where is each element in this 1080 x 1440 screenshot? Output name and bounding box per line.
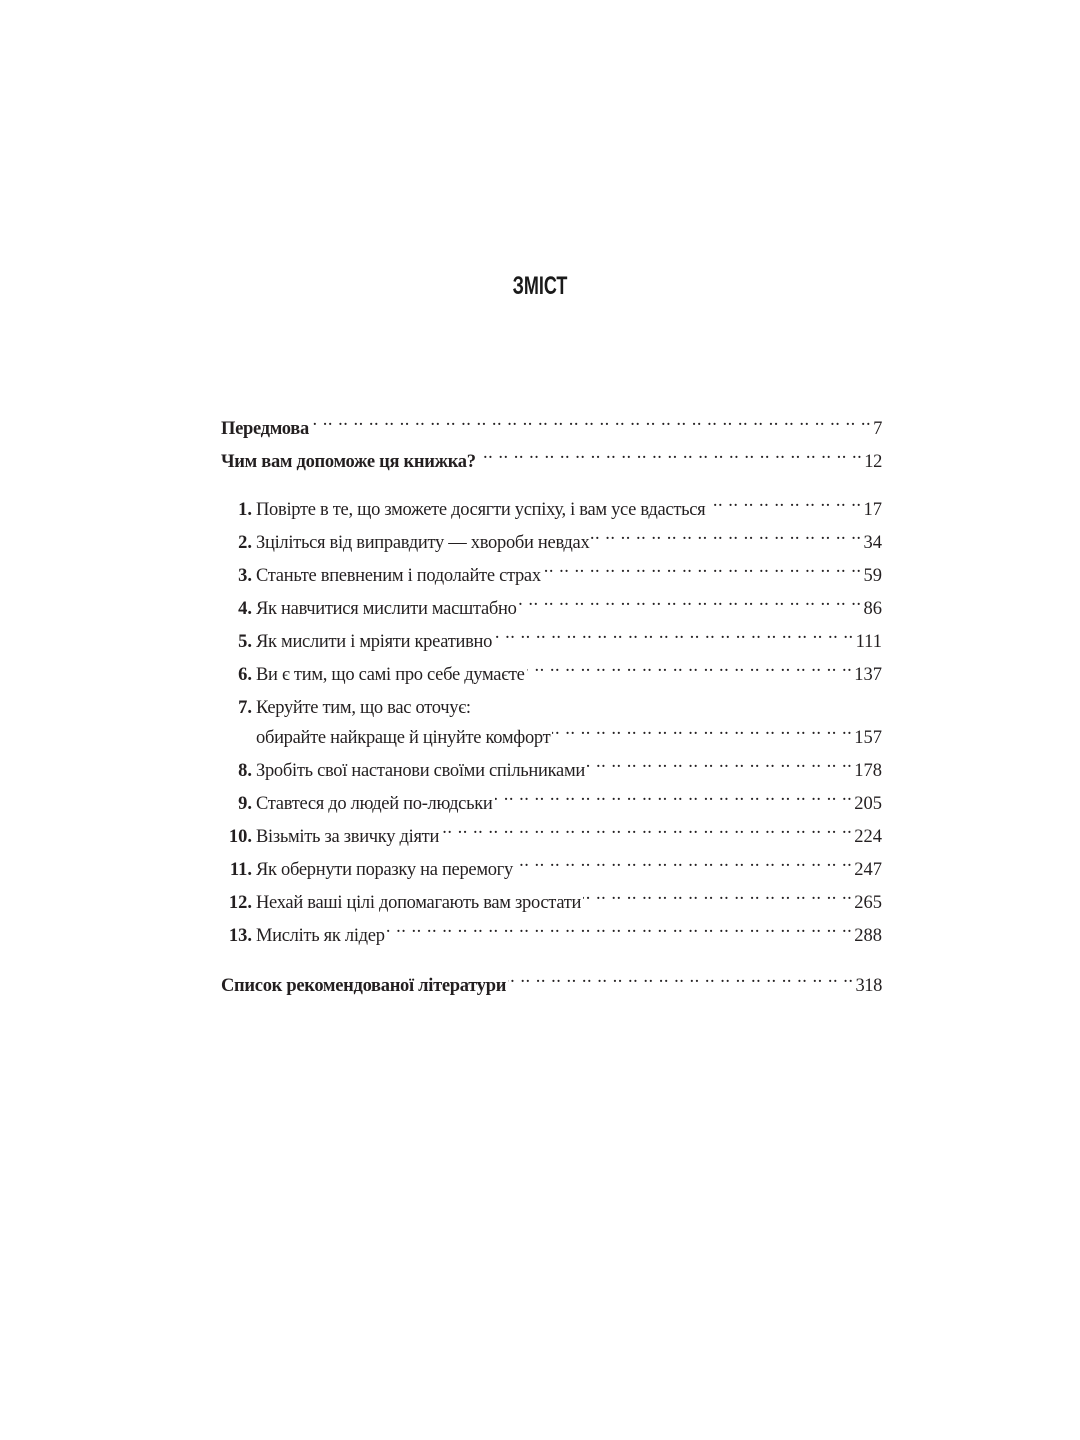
toc-entry-chapter-2[interactable] (221, 527, 882, 560)
dot-leader (707, 501, 861, 515)
toc-entry-label: Ви є тим, що самі про себе думаєте (256, 665, 525, 685)
chapter-number: 3. (238, 566, 252, 586)
toc-entry-label: Як навчитися мислити масштабно (256, 599, 517, 619)
dot-leader (494, 633, 854, 647)
toc-entry-how-book-helps[interactable] (221, 446, 882, 479)
dot-leader (441, 828, 852, 842)
toc-entry-chapter-12[interactable] (221, 887, 882, 920)
dot-leader (515, 861, 852, 875)
chapter-number: 10. (228, 827, 252, 847)
toc-entry-page: 137 (854, 665, 882, 685)
chapter-number: 2. (238, 533, 252, 553)
toc-entry-chapter-7[interactable] (221, 692, 882, 755)
dot-leader (527, 666, 853, 680)
toc-entry-page: 111 (855, 632, 882, 652)
toc-entry-label: Повірте в те, що зможете досягти успіху, і вам усе вдасться (256, 500, 706, 520)
toc-entry-label: Як мислити і мріяти креативно (256, 632, 493, 652)
toc-entry-preface[interactable] (221, 413, 882, 446)
toc-entry-page: 318 (855, 976, 882, 996)
toc-entry-label: Візьміть за звичку діяти (256, 827, 440, 847)
toc-entry-page: 59 (863, 566, 882, 586)
toc-entry-chapter-10[interactable] (221, 821, 882, 854)
toc-entry-page: 86 (863, 599, 882, 619)
toc-entry-bibliography[interactable] (221, 970, 882, 1003)
toc-entry-label: Передмова (221, 419, 309, 439)
chapter-number: 7. (238, 698, 252, 718)
toc-entry-chapter-5[interactable] (221, 626, 882, 659)
toc-entry-chapter-13[interactable] (221, 920, 882, 953)
dot-leader (587, 762, 852, 776)
toc-entry-label: Ставтеся до людей по-людськи (256, 794, 493, 814)
toc-entry-page: 12 (864, 452, 882, 472)
toc-entry-label: Мисліть як лідер (256, 926, 385, 946)
toc-entry-page: 34 (863, 533, 882, 553)
dot-leader (508, 977, 853, 991)
toc-entry-chapter-11[interactable] (221, 854, 882, 887)
toc-entry-page: 17 (863, 500, 882, 520)
toc-entry-label: Чим вам допоможе ця книжка? (221, 452, 476, 472)
toc-entry-page: 247 (854, 860, 882, 880)
chapter-number: 11. (229, 860, 252, 880)
dot-leader (543, 567, 862, 581)
dot-leader (478, 453, 863, 467)
toc-entry-label: Нехай ваші цілі допомагають вам зростати (256, 893, 582, 913)
toc-entry-chapter-1[interactable] (221, 494, 882, 527)
dot-leader (387, 927, 853, 941)
dot-leader (591, 534, 861, 548)
toc-entry-page: 288 (854, 926, 882, 946)
toc-entry-label: Станьте впевненим і подолайте страх (256, 566, 541, 586)
toc-entry-label: Як обернути поразку на перемогу (256, 860, 513, 880)
dot-leader (583, 894, 852, 908)
chapter-number: 6. (238, 665, 252, 685)
page-title: ЗМІСТ (512, 272, 568, 300)
chapter-number: 8. (238, 761, 252, 781)
toc-entry-chapter-4[interactable] (221, 593, 882, 626)
dot-leader (552, 729, 852, 743)
dot-leader (519, 600, 862, 614)
table-of-contents (221, 413, 882, 1003)
dot-leader (495, 795, 853, 809)
chapter-number: 9. (238, 794, 252, 814)
toc-entry-chapter-8[interactable] (221, 755, 882, 788)
toc-entry-page: 265 (854, 893, 882, 913)
toc-entry-page: 178 (854, 761, 882, 781)
toc-entry-page: 157 (854, 728, 882, 748)
toc-entry-page: 7 (873, 419, 882, 439)
chapter-number: 12. (228, 893, 252, 913)
toc-entry-page: 205 (854, 794, 882, 814)
chapter-number: 1. (238, 500, 252, 520)
toc-entry-label: Список рекомендованої літератури (221, 976, 507, 996)
toc-entry-page: 224 (854, 827, 882, 847)
toc-entry-chapter-9[interactable] (221, 788, 882, 821)
chapter-number: 5. (238, 632, 252, 652)
chapter-number: 13. (228, 926, 252, 946)
chapter-number: 4. (238, 599, 252, 619)
dot-leader (311, 420, 871, 434)
toc-entry-label: Керуйте тим, що вас оточує: (256, 698, 471, 718)
toc-entry-chapter-6[interactable] (221, 659, 882, 692)
toc-entry-chapter-3[interactable] (221, 560, 882, 593)
toc-entry-label-continued: обирайте найкраще й цінуйте комфорт (256, 728, 551, 748)
toc-entry-label: Зробіть свої настанови своїми спільниками (256, 761, 585, 781)
toc-entry-label: Зцiліться від виправдиту — хвороби невдах (256, 533, 590, 553)
